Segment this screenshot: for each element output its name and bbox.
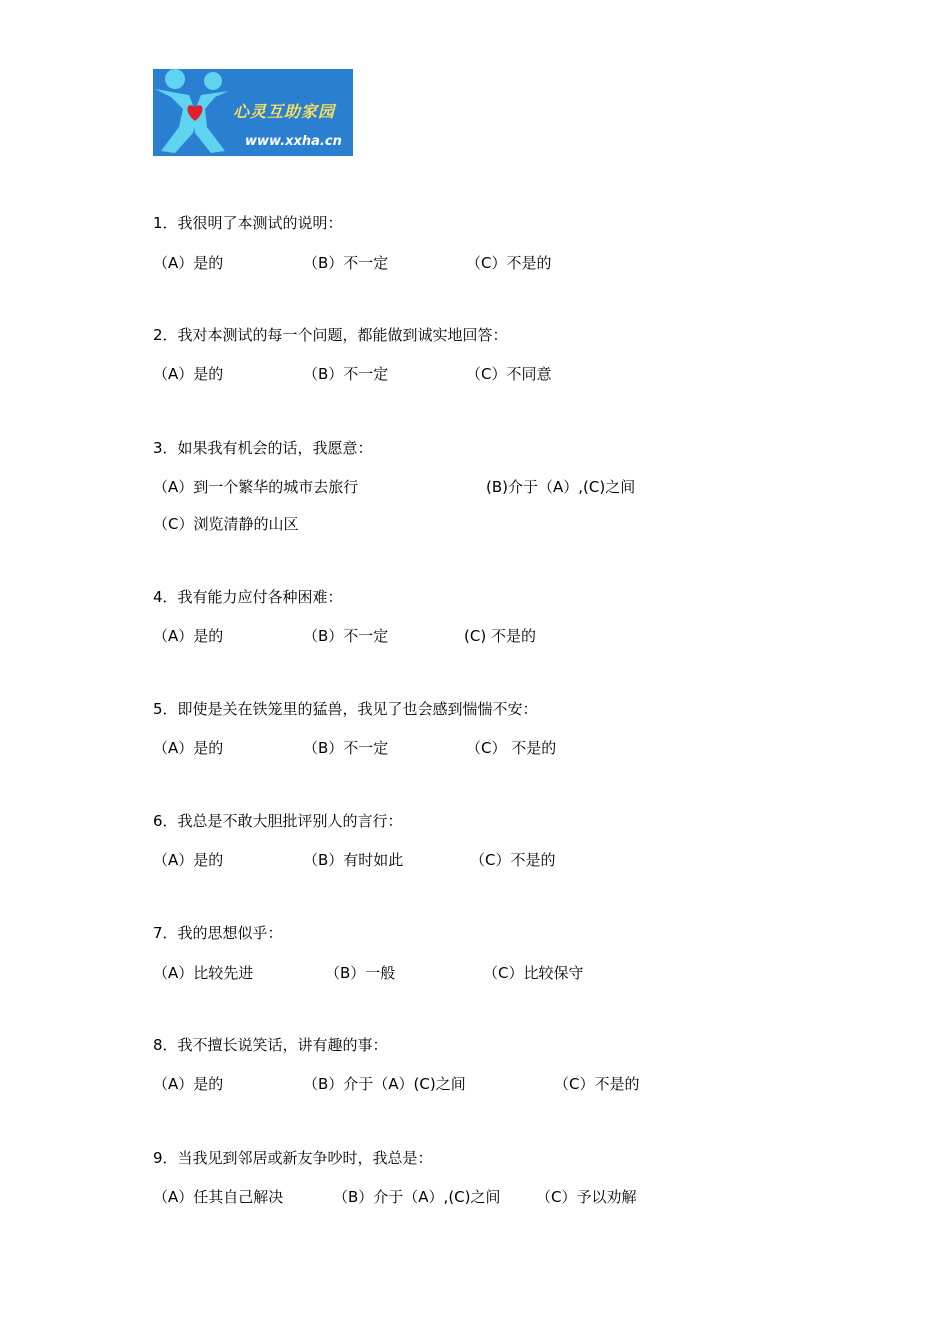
question-6-text: 6．我总是不敢大胆批评别人的言行： <box>153 812 403 830</box>
question-4-text: 4．我有能力应付各种困难： <box>153 588 343 606</box>
question-8-option-c[interactable]: （C）不是的 <box>554 1075 640 1093</box>
question-6-option-a[interactable]: （A）是的 <box>153 851 224 869</box>
question-7-option-c[interactable]: （C）比较保守 <box>483 964 584 982</box>
question-3-option-c[interactable]: （C）浏览清静的山区 <box>153 515 299 533</box>
question-3-option-a[interactable]: （A）到一个繁华的城市去旅行 <box>153 478 359 496</box>
question-6-option-b[interactable]: （B）有时如此 <box>303 851 404 869</box>
question-2-option-a[interactable]: （A）是的 <box>153 365 224 383</box>
question-5-text: 5．即使是关在铁笼里的猛兽，我见了也会感到惴惴不安： <box>153 700 538 718</box>
question-5-option-a[interactable]: （A）是的 <box>153 739 224 757</box>
question-8-text: 8．我不擅长说笑话，讲有趣的事： <box>153 1036 388 1054</box>
question-2-option-c[interactable]: （C）不同意 <box>466 365 552 383</box>
question-2-text: 2．我对本测试的每一个问题，都能做到诚实地回答： <box>153 326 508 344</box>
question-3-option-b[interactable]: (B)介于（A）,(C)之间 <box>486 478 636 496</box>
question-9-option-a[interactable]: （A）任其自己解决 <box>153 1188 284 1206</box>
question-4-option-a[interactable]: （A）是的 <box>153 627 224 645</box>
question-1-option-a[interactable]: （A）是的 <box>153 254 224 272</box>
site-logo <box>153 69 353 156</box>
question-4-option-c[interactable]: (C) 不是的 <box>464 627 536 645</box>
question-9-option-b[interactable]: （B）介于（A）,(C)之间 <box>333 1188 501 1206</box>
question-7-option-b[interactable]: （B）一般 <box>325 964 396 982</box>
question-5-option-c[interactable]: （C） 不是的 <box>466 739 557 757</box>
question-8-option-b[interactable]: （B）介于（A）(C)之间 <box>303 1075 466 1093</box>
question-1-option-b[interactable]: （B）不一定 <box>303 254 389 272</box>
question-7-option-a[interactable]: （A）比较先进 <box>153 964 254 982</box>
logo-title: 心灵互助家园 <box>233 102 336 121</box>
question-8-option-a[interactable]: （A）是的 <box>153 1075 224 1093</box>
question-6-option-c[interactable]: （C）不是的 <box>470 851 556 869</box>
question-9-option-c[interactable]: （C）予以劝解 <box>536 1188 637 1206</box>
logo-url: www.xxha.cn <box>245 134 342 149</box>
question-1-option-c[interactable]: （C）不是的 <box>466 254 552 272</box>
question-7-text: 7．我的思想似乎： <box>153 924 283 942</box>
question-4-option-b[interactable]: （B）不一定 <box>303 627 389 645</box>
question-9-text: 9．当我见到邻居或新友争吵时，我总是： <box>153 1149 433 1167</box>
question-3-text: 3．如果我有机会的话，我愿意： <box>153 439 373 457</box>
question-1-text: 1．我很明了本测试的说明： <box>153 214 343 232</box>
question-2-option-b[interactable]: （B）不一定 <box>303 365 389 383</box>
question-5-option-b[interactable]: （B）不一定 <box>303 739 389 757</box>
